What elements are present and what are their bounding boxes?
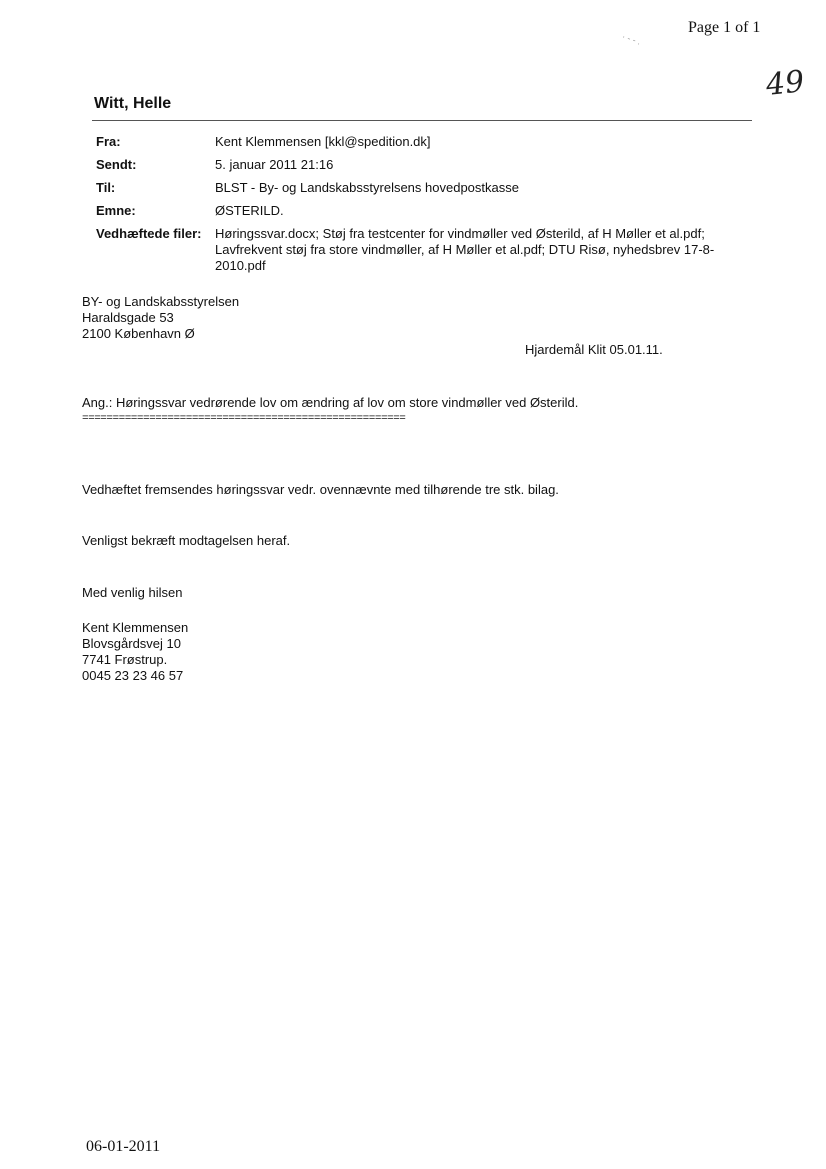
- address-line-1: BY- og Landskabsstyrelsen: [82, 294, 240, 309]
- subject-underline: =====================================================: [82, 413, 406, 425]
- place-date: Hjardemål Klit 05.01.11.: [525, 342, 663, 357]
- address-line-3: 2100 København Ø: [82, 326, 195, 341]
- from-value: Kent Klemmensen [kkl@spedition.dk]: [215, 134, 431, 149]
- page-header: Page 1 of 1: [688, 19, 761, 36]
- recipient-name: Witt, Helle: [94, 95, 172, 112]
- sent-label: Sendt:: [96, 157, 137, 172]
- sender-name: Kent Klemmensen: [82, 620, 189, 635]
- sender-city: 7741 Frøstrup.: [82, 652, 168, 667]
- scan-mark: · - - .: [620, 31, 643, 47]
- closing: Med venlig hilsen: [82, 585, 183, 600]
- sender-street: Blovsgårdsvej 10: [82, 636, 181, 651]
- subject-value: ØSTERILD.: [215, 203, 284, 218]
- paragraph-2: Venligst bekræft modtagelsen heraf.: [82, 533, 291, 548]
- paragraph-1: Vedhæftet fremsendes høringssvar vedr. ovennævnte med tilhørende tre stk. bilag.: [82, 482, 559, 497]
- to-label: Til:: [96, 180, 116, 195]
- sender-phone: 0045 23 23 46 57: [82, 668, 184, 683]
- sent-value: 5. januar 2011 21:16: [215, 157, 334, 172]
- handwritten-page-number: 49: [764, 64, 806, 103]
- footer-date: 06-01-2011: [86, 1138, 161, 1155]
- attachments-label: Vedhæftede filer:: [96, 226, 202, 241]
- subject-line: Ang.: Høringssvar vedrørende lov om ændring af lov om store vindmøller ved Østerild.: [82, 395, 579, 410]
- from-label: Fra:: [96, 134, 121, 149]
- to-value: BLST - By- og Landskabsstyrelsens hovedpostkasse: [215, 180, 519, 195]
- address-line-2: Haraldsgade 53: [82, 310, 174, 325]
- subject-label: Emne:: [96, 203, 136, 218]
- attachments-value: Høringssvar.docx; Støj fra testcenter for vindmøller ved Østerild, af H Møller et al.pdf; Lavfrekvent støj fra store vindmøller, af H Møller et al.pdf; DTU Risø, nyhedsbrev 17-8-2010.pdf: [215, 226, 715, 273]
- header-divider: [92, 120, 752, 121]
